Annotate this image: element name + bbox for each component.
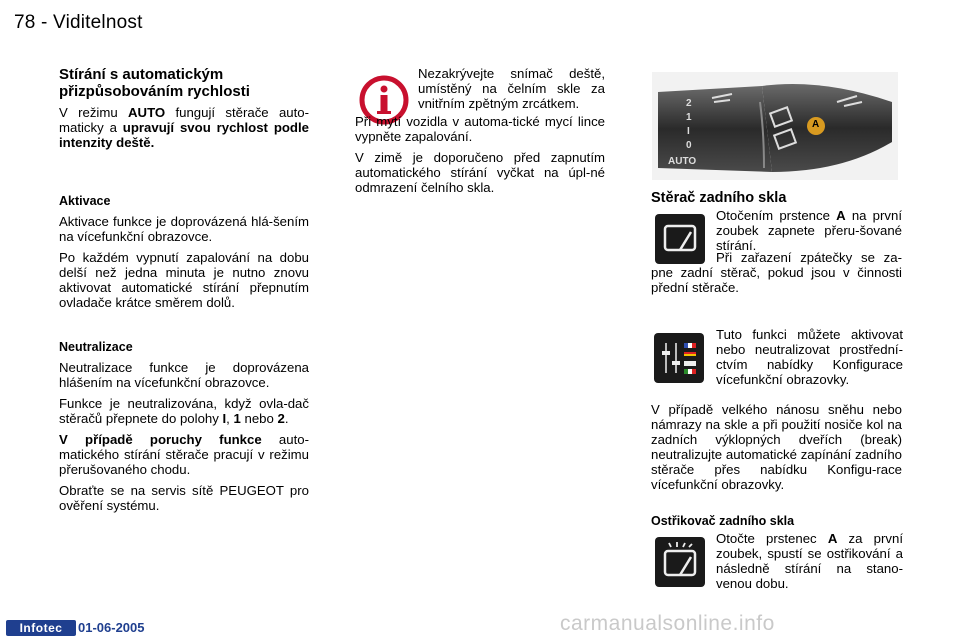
rear-wiper-reverse-block — [651, 250, 902, 301]
config-text-block — [716, 327, 903, 393]
stalk-label-2: 2 — [686, 98, 692, 109]
left-column — [59, 66, 309, 519]
stalk-label-1: 1 — [686, 112, 692, 123]
snow-paragraph: V případě velkého nánosu sněhu nebo námrazy na skle a při použití nosiče kol na zadních výklopných dveřích (break) neutralizujte automatické zapínání zadního stěrače přes nabídku Konfigu-race vícefunkční obrazovky. — [651, 402, 902, 492]
stalk-label-ring-A: A — [812, 119, 820, 130]
intro-paragraph — [59, 105, 309, 150]
neutral-comma: , — [226, 411, 234, 426]
rear-wiper-paragraph-1 — [716, 208, 902, 253]
header-separator: - — [41, 12, 48, 33]
washer-p-b: za první zoubek, spustí se ostřikování a následně stírání na stano-venou dobu. — [716, 531, 903, 591]
infotec-logo: Infotec — [6, 620, 76, 636]
rear-washer-text-block — [716, 531, 903, 597]
middle-warning-block — [418, 66, 605, 117]
intro-mid: fungují stěrače auto-maticky a — [59, 105, 309, 135]
rear-washer-icon — [655, 537, 705, 587]
heading-line-1: Stírání s automatickým — [59, 66, 224, 83]
neutralizace-heading: Neutralizace — [59, 340, 133, 354]
config-paragraph: Tuto funkci můžete aktivovat nebo neutralizovat prostřední-ctvím nabídky Konfigurace vícefunkční obrazovky. — [716, 327, 903, 387]
stalk-label-I: I — [687, 126, 690, 137]
watermark: carmanualsonline.info — [560, 612, 775, 635]
snow-warning-block — [651, 402, 902, 498]
position-1: 1 — [233, 411, 241, 426]
aktivace-paragraph-1: Aktivace funkce je doprovázená hlá-šením na vícefunkční obrazovce. — [59, 214, 309, 244]
winter-paragraph: V zimě je doporučeno před zapnutím automatického stírání vyčkat na úpl-né odmrazení čelního skla. — [355, 150, 605, 195]
washer-p-a: Otočte prstenec — [716, 531, 828, 546]
section-heading-auto-wipe — [59, 66, 309, 100]
rear-p1-a: Otočením prstence — [716, 208, 837, 223]
rear-p1-b: na první zoubek zapnete přeru-šované stírání. — [716, 208, 902, 253]
aktivace-paragraph-2: Po každém vypnutí zapalování na dobu delší než jedna minuta je nutno znovu aktivovat automatické stírání přepnutím ovladače krátce směrem dolů. — [59, 250, 309, 310]
page-number: 78 — [14, 12, 36, 33]
neutral-nebo: nebo — [240, 411, 278, 426]
rain-sensor-paragraph: Nezakrývejte snímač deště, umístěný na čelním skle za vnitřním zpětným zrcátkem. — [418, 66, 605, 111]
position-I: I — [222, 411, 227, 426]
heading-line-2: přizpůsobováním rychlosti — [59, 83, 250, 100]
intro-prefix: V režimu — [59, 105, 129, 120]
page-header — [14, 12, 143, 34]
wiper-stalk-image — [652, 72, 898, 180]
neutral-end: . — [284, 411, 289, 426]
neutralizace-paragraph-1: Neutralizace funkce je doprovázena hlášením na vícefunkční obrazovce. — [59, 360, 309, 390]
neutralizace-paragraph-2 — [59, 396, 309, 426]
page-title: Viditelnost — [53, 12, 143, 33]
ring-A-label: A — [836, 208, 846, 223]
neutralizace-paragraph-4: Obraťte se na servis sítě PEUGEOT pro ověření systému. — [59, 483, 309, 513]
fault-bold: V případě poruchy funkce — [59, 432, 262, 447]
washer-ring-A-label: A — [827, 531, 838, 546]
config-menu-icon — [654, 333, 704, 383]
rear-washer-paragraph — [716, 531, 903, 591]
intro-bold: upravují svou rychlost podle intenzity deště. — [59, 120, 309, 150]
stalk-label-0: 0 — [686, 140, 692, 151]
aktivace-heading: Aktivace — [59, 194, 111, 208]
neutralizace-paragraph-3 — [59, 432, 309, 477]
fault-rest: auto-matického stírání stěrače pracují v režimu přerušovaného chodu. — [59, 432, 309, 477]
position-2: 2 — [277, 411, 285, 426]
auto-mode-label: AUTO — [128, 105, 166, 120]
car-wash-paragraph: Při mytí vozidla v automa-tické mycí lince vypněte zapalování. — [355, 114, 605, 144]
stalk-label-auto: AUTO — [668, 156, 697, 167]
neutral-text-a: Funkce je neutralizována, když ovla-dač stěračů přepnete do polohy — [59, 396, 309, 426]
middle-column — [355, 114, 605, 201]
rear-wiper-paragraph-2: Při zařazení zpátečky se za-pne zadní stěrač, pokud jsou v činnosti přední stěrače. — [651, 250, 902, 295]
rear-wiper-heading: Stěrač zadního skla — [651, 190, 787, 206]
footer-date: 01-06-2005 — [78, 620, 145, 635]
rear-washer-heading: Ostřikovač zadního skla — [651, 514, 795, 528]
